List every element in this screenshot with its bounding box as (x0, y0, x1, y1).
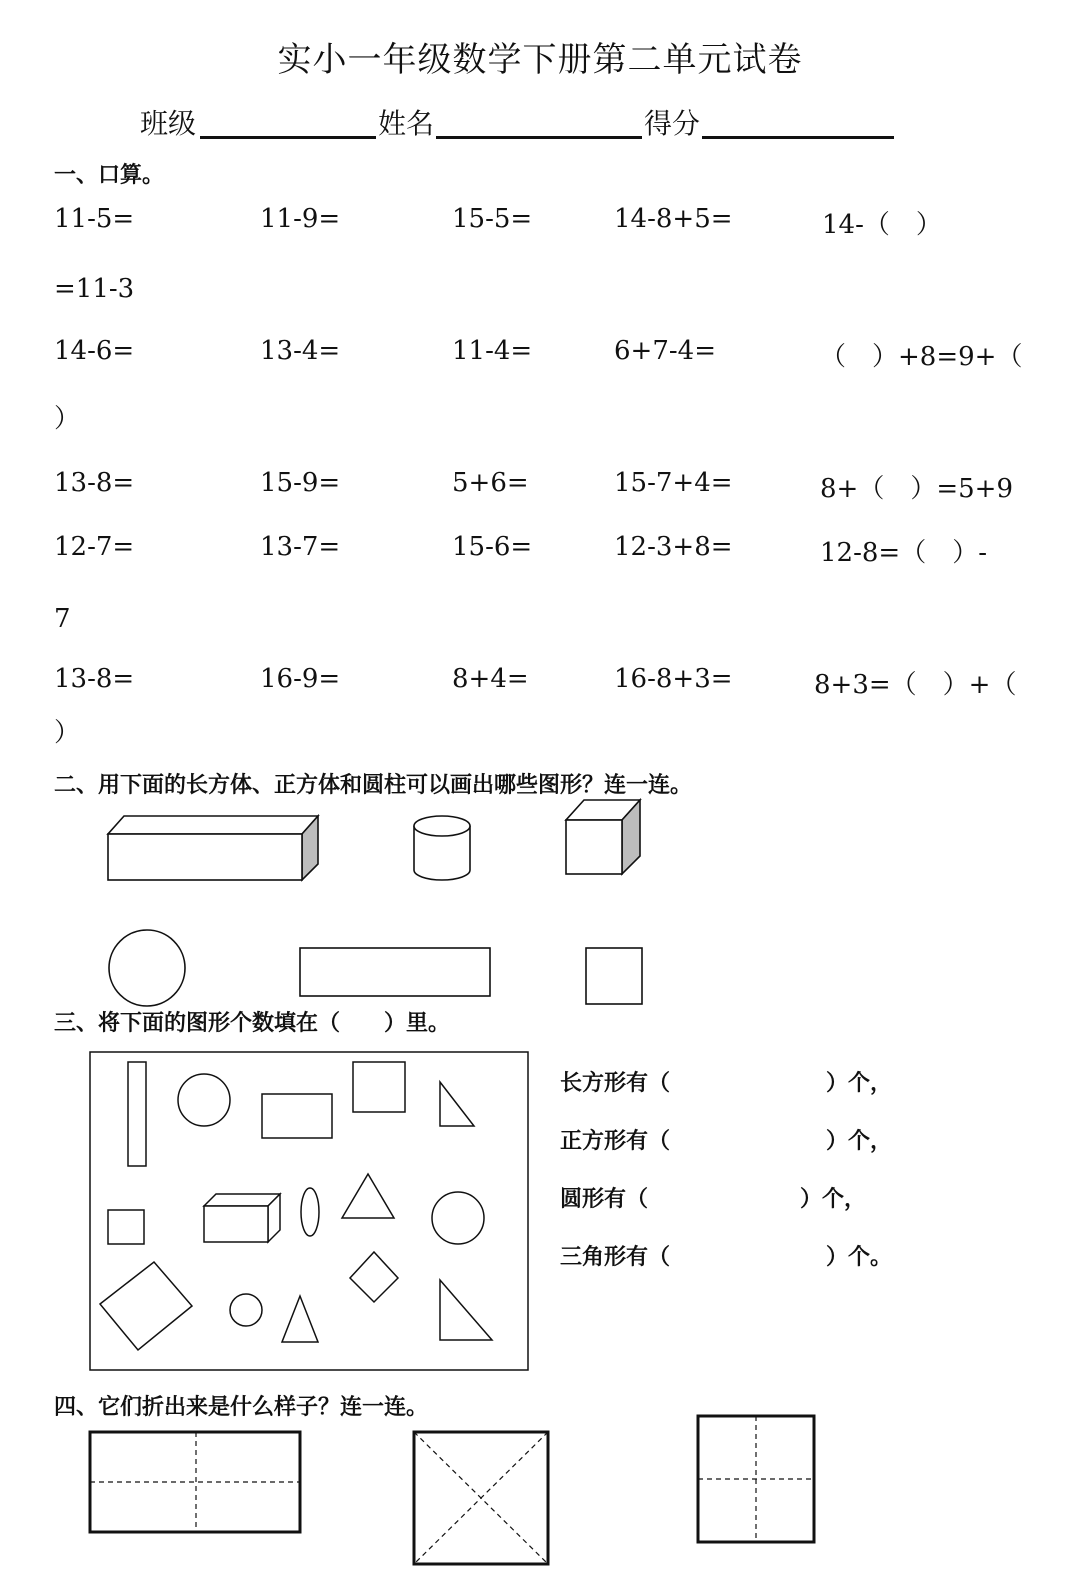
arith-item: 15-6= (452, 532, 533, 562)
section2-heading: 二、用下面的长方体、正方体和圆柱可以画出哪些图形？连一连。 (54, 773, 693, 798)
arith-item: 5+6= (452, 468, 529, 498)
arith-item: 12-8=（ ）- (820, 538, 987, 568)
arith-item: 8+4= (452, 664, 529, 694)
arith-item: 12-3+8= (614, 532, 733, 562)
fold-rectangle-cross[interactable] (90, 1432, 300, 1532)
class-label: 班级 (140, 107, 197, 140)
circle-shape[interactable] (109, 930, 185, 1006)
section4-heading: 四、它们折出来是什么样子？连一连。 (54, 1395, 429, 1420)
section3-heading: 三、将下面的图形个数填在（ ）里。 (54, 1011, 451, 1036)
arith-item: 15-5= (452, 204, 533, 234)
arith-item: 16-8+3= (614, 664, 733, 694)
arith-item: 11-5= (54, 204, 135, 234)
triangle-count-suffix: ）个。 (826, 1245, 893, 1270)
square-count-suffix: ）个， (826, 1129, 893, 1154)
triangle-count-label: 三角形有（ (560, 1245, 671, 1270)
arith-item: 14-6= (54, 336, 135, 366)
section1-heading: 一、口算。 (54, 163, 165, 188)
square-count-label: 正方形有（ (560, 1129, 671, 1154)
arith-item: 16-9= (260, 664, 341, 694)
arith-item: 11-4= (452, 336, 533, 366)
arith-item: 7 (54, 604, 71, 634)
cuboid-solid[interactable] (108, 816, 318, 880)
arith-item: 14-（ ） (822, 210, 942, 240)
arith-item: 13-8= (54, 468, 135, 498)
arith-item: 15-9= (260, 468, 341, 498)
arith-item: 12-7= (54, 532, 135, 562)
rect-count-label: 长方形有（ (560, 1071, 671, 1096)
rect-count-suffix: ）个， (826, 1071, 893, 1096)
arith-item: 6+7-4= (614, 336, 716, 366)
circle-count-suffix: ）个， (800, 1187, 867, 1212)
arith-item: 13-7= (260, 532, 341, 562)
cube-solid[interactable] (566, 800, 640, 874)
square-shape[interactable] (586, 948, 642, 1004)
arith-item: 8+3=（ ）+（ (814, 670, 1017, 700)
arith-item: ） (54, 404, 81, 434)
arith-item: 13-8= (54, 664, 135, 694)
name-label: 姓名 (378, 107, 435, 140)
rectangle-shape[interactable] (300, 948, 490, 996)
arith-item: =11-3 (54, 274, 135, 304)
score-label: 得分 (644, 107, 701, 140)
arith-item: 14-8+5= (614, 204, 733, 234)
fold-square-cross[interactable] (698, 1416, 814, 1542)
arith-item: ） (54, 718, 81, 748)
arith-item: 8+（ ）=5+9 (820, 474, 1013, 504)
page-title: 实小一年级数学下册第二单元试卷 (277, 40, 803, 80)
arith-item: 11-9= (260, 204, 341, 234)
cylinder-solid[interactable] (414, 816, 470, 880)
shape-collection-box (90, 1052, 528, 1370)
fold-square-diagonal[interactable] (414, 1432, 548, 1564)
circle-count-label: 圆形有（ (560, 1187, 649, 1212)
arith-item: 13-4= (260, 336, 341, 366)
arith-item: （ ）+8=9+（ (820, 342, 1023, 372)
arith-item: 15-7+4= (614, 468, 733, 498)
